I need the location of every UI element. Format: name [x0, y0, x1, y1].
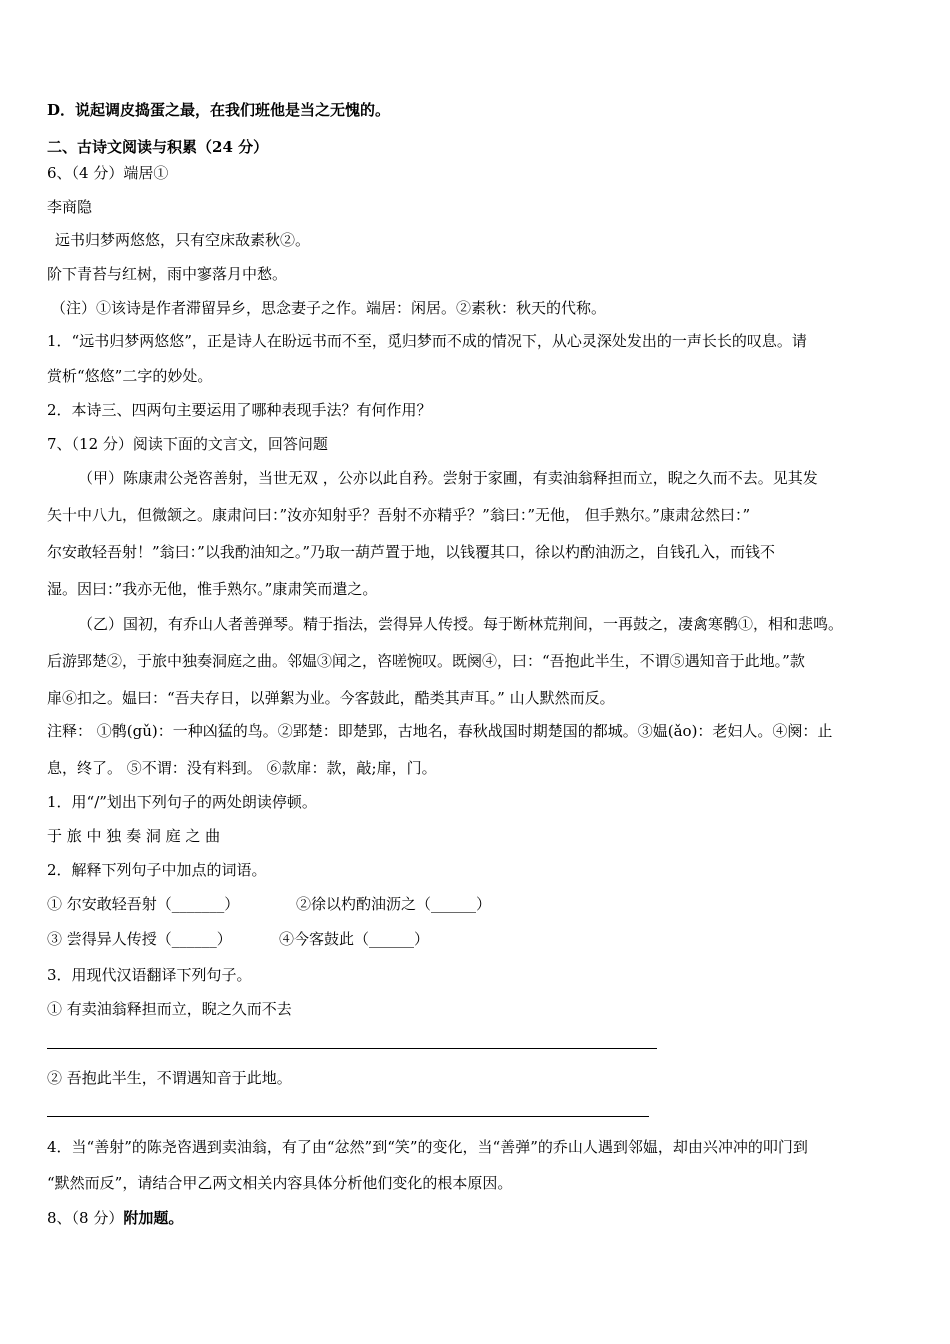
q8-prefix: 8、（8 分）: [47, 1209, 124, 1227]
q7-note-line-1: 注释： ①鹘(gǔ)：一种凶猛的鸟。②郢楚：即楚郢，古地名，春秋战国时期楚国的都城。③媪(ǎo)：老妇人。④阕：止: [47, 722, 833, 740]
q7-s3: 3．用现代汉语翻译下列句子。: [47, 966, 252, 984]
q7-s2-item-4: ④今客鼓此（______）: [279, 930, 430, 948]
q6-poem-line-2: 阶下青苔与红树，雨中寥落月中愁。: [47, 265, 288, 283]
q7-jia-line-4: 湿。因曰：”我亦无他，惟手熟尔。”康肃笑而遣之。: [47, 580, 378, 598]
q6-sub1-line-1: 1．“远书归梦两悠悠”，正是诗人在盼远书而不至，觅归梦而不成的情况下，从心灵深处发出的一声长长的叹息。请: [47, 332, 807, 350]
q6-poem-line-1: 远书归梦两悠悠，只有空床敌素秋②。: [55, 231, 311, 249]
q6-sub2: 2．本诗三、四两句主要运用了哪种表现手法？有何作用？: [47, 401, 432, 419]
section-2-title: 二、古诗文阅读与积累（24 分）: [47, 138, 269, 156]
q6-header: 6、（4 分）端居①: [47, 164, 169, 182]
q8-title: 附加题。: [123, 1209, 184, 1227]
q6-sub1-line-2: 赏析“悠悠”二字的妙处。: [47, 367, 213, 385]
q7-s3-item-1: ① 有卖油翁释担而立，睨之久而不去: [47, 1000, 292, 1018]
q7-header: 7、（12 分）阅读下面的文言文，回答问题: [47, 435, 328, 453]
answer-line-1: [47, 1048, 657, 1049]
q7-s4-line-2: “默然而反”，请结合甲乙两文相关内容具体分析他们变化的根本原因。: [47, 1174, 513, 1192]
q6-author: 李商隐: [47, 198, 93, 216]
q7-s2-item-1: ① 尔安敢轻吾射（_______）: [47, 895, 240, 913]
answer-line-2: [47, 1116, 649, 1117]
q7-jia-line-2: 矢十中八九，但微颔之。康肃问曰：”汝亦知射乎？吾射不亦精乎？”翁曰：”无他， 但手熟尔。”康肃忿然曰：”: [47, 506, 751, 524]
q7-yi-line-2: 后游郢楚②，于旅中独奏洞庭之曲。邻媪③闻之，咨嗟惋叹。既阕④，曰：“吾抱此半生，不谓⑤遇知音于此地。”款: [47, 652, 805, 670]
q7-yi-line-3: 扉⑥扣之。媪曰：“吾夫存日，以弹絮为业。今客鼓此，酷类其声耳。” 山人默然而反。: [47, 689, 615, 707]
q8-header: [47, 1208, 183, 1228]
q7-jia-line-3: 尔安敢轻吾射！”翁曰：”以我酌油知之。”乃取一葫芦置于地，以钱覆其口，徐以杓酌油沥之，自钱孔入，而钱不: [47, 543, 776, 561]
q7-s1-sentence: 于 旅 中 独 奏 洞 庭 之 曲: [47, 827, 221, 845]
q7-s2-item-3: ③ 尝得异人传授（______）: [47, 930, 232, 948]
q7-s1: 1．用“/”划出下列句子的两处朗读停顿。: [47, 793, 317, 811]
q7-s2: 2．解释下列句子中加点的词语。: [47, 861, 267, 879]
q7-note-line-2: 息，终了。 ⑤不谓：没有料到。 ⑥款扉：款，敲;扉，门。: [47, 759, 437, 777]
q6-note: （注）①该诗是作者滞留异乡，思念妻子之作。端居：闲居。②素秋：秋天的代称。: [51, 299, 607, 317]
q7-yi-line-1: （乙）国初，有乔山人者善弹琴。精于指法，尝得异人传授。每于断林荒荆间，一再鼓之，凄禽寒鹘①，相和悲鸣。: [78, 615, 844, 633]
q7-s3-item-2: ② 吾抱此半生，不谓遇知音于此地。: [47, 1069, 292, 1087]
q7-jia-line-1: （甲）陈康肃公尧咨善射，当世无双 ，公亦以此自矜。尝射于家圃，有卖油翁释担而立，睨之久而不去。见其发: [78, 469, 818, 487]
option-d: D．说起调皮捣蛋之最，在我们班他是当之无愧的。: [47, 101, 391, 119]
q7-s4-line-1: 4．当“善射”的陈尧咨遇到卖油翁，有了由“忿然”到“笑”的变化，当“善弹”的乔山人遇到邻媪，却由兴冲冲的叩门到: [47, 1138, 808, 1156]
q7-s2-item-2: ②徐以杓酌油沥之（______）: [296, 895, 492, 913]
